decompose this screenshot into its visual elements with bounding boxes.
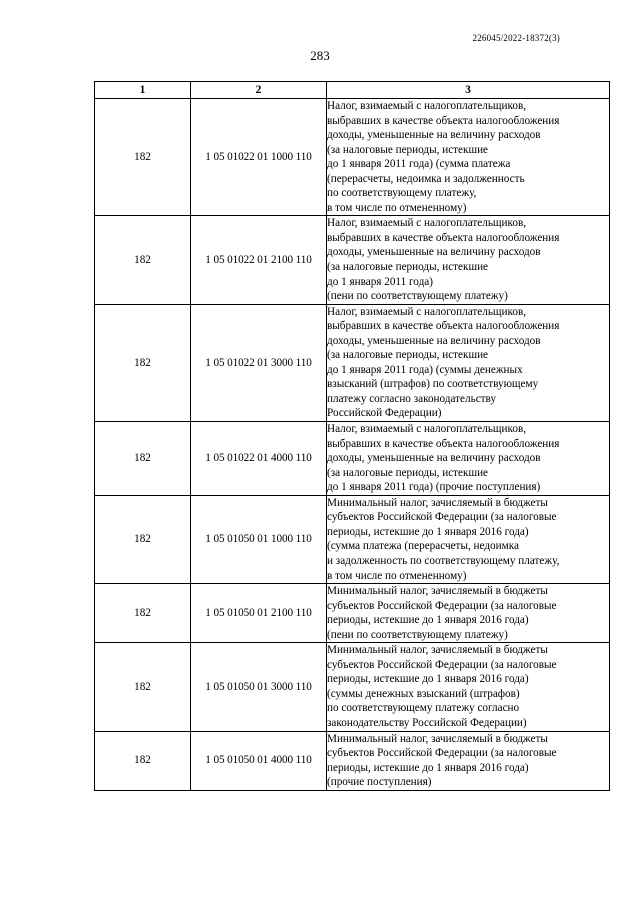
description-line: (прочие поступления)	[327, 776, 432, 789]
description-line: по соответствующему платежу согласно	[327, 702, 520, 715]
description-line: Налог, взимаемый с налогоплательщиков,	[327, 217, 527, 230]
description-line: доходы, уменьшенные на величину расходов	[327, 129, 541, 142]
description-line: (пени по соответствующему платежу)	[327, 628, 508, 641]
budget-codes-table	[94, 81, 610, 791]
description-line: Налог, взимаемый с налогоплательщиков,	[327, 423, 527, 436]
admin-code-cell: 182	[95, 304, 191, 421]
description-cell	[327, 731, 610, 790]
description-cell	[327, 495, 610, 583]
description-line: доходы, уменьшенные на величину расходов	[327, 246, 541, 259]
budget-code-cell: 1 05 01050 01 3000 110	[191, 643, 327, 731]
table-row	[95, 584, 610, 643]
description-line: выбравших в качестве объекта налогообложения	[327, 437, 560, 450]
description-line: (суммы денежных взысканий (штрафов)	[327, 687, 520, 700]
description-line: субъектов Российской Федерации (за налоговые	[327, 747, 557, 760]
budget-code-cell: 1 05 01050 01 2100 110	[191, 584, 327, 643]
description-line: до 1 января 2011 года) (прочие поступления)	[327, 481, 541, 494]
description-line: в том числе по отмененному)	[327, 569, 467, 582]
description-line: платежу согласно законодательству	[327, 392, 497, 405]
description-line: субъектов Российской Федерации (за налоговые	[327, 599, 557, 612]
description-cell	[327, 99, 610, 216]
description-line: (перерасчеты, недоимка и задолженность	[327, 172, 525, 185]
description-line: до 1 января 2011 года) (суммы денежных	[327, 363, 523, 376]
description-line: Российской Федерации)	[327, 407, 442, 420]
description-line: взысканий (штрафов) по соответствующему	[327, 378, 539, 391]
admin-code-cell: 182	[95, 731, 191, 790]
description-line: субъектов Российской Федерации (за налоговые	[327, 511, 557, 524]
description-line: периоды, истекшие до 1 января 2016 года)	[327, 614, 529, 627]
description-cell	[327, 584, 610, 643]
column-header-2: 2	[191, 82, 327, 99]
admin-code-cell: 182	[95, 99, 191, 216]
description-line: и задолженность по соответствующему платежу,	[327, 554, 560, 567]
table-row	[95, 99, 610, 216]
description-line: (за налоговые периоды, истекшие	[327, 349, 489, 362]
table-row	[95, 422, 610, 496]
description-line: выбравших в качестве объекта налогообложения	[327, 114, 560, 127]
budget-code-cell: 1 05 01022 01 2100 110	[191, 216, 327, 304]
description-line: до 1 января 2011 года)	[327, 275, 433, 288]
description-line: Налог, взимаемый с налогоплательщиков,	[327, 305, 527, 318]
budget-code-cell: 1 05 01022 01 1000 110	[191, 99, 327, 216]
table-body	[95, 99, 610, 791]
table-row	[95, 643, 610, 731]
description-line: периоды, истекшие до 1 января 2016 года)	[327, 673, 529, 686]
description-line: до 1 января 2011 года) (сумма платежа	[327, 158, 511, 171]
description-line: (за налоговые периоды, истекшие	[327, 466, 489, 479]
description-cell	[327, 216, 610, 304]
table-row	[95, 304, 610, 421]
table-row	[95, 731, 610, 790]
admin-code-cell: 182	[95, 584, 191, 643]
table-row	[95, 495, 610, 583]
description-line: субъектов Российской Федерации (за налоговые	[327, 658, 557, 671]
description-cell	[327, 422, 610, 496]
description-line: периоды, истекшие до 1 января 2016 года)	[327, 525, 529, 538]
table-row	[95, 216, 610, 304]
budget-code-cell: 1 05 01050 01 1000 110	[191, 495, 327, 583]
description-line: (за налоговые периоды, истекшие	[327, 143, 489, 156]
description-cell	[327, 643, 610, 731]
column-header-3: 3	[327, 82, 610, 99]
description-line: Минимальный налог, зачисляемый в бюджеты	[327, 585, 548, 598]
table-header-row	[95, 82, 610, 99]
page-number: 283	[310, 48, 330, 63]
admin-code-cell: 182	[95, 216, 191, 304]
column-header-1: 1	[95, 82, 191, 99]
budget-code-cell: 1 05 01022 01 4000 110	[191, 422, 327, 496]
description-line: (за налоговые периоды, истекшие	[327, 261, 489, 274]
description-line: выбравших в качестве объекта налогообложения	[327, 231, 560, 244]
description-line: Минимальный налог, зачисляемый в бюджеты	[327, 732, 548, 745]
description-line: Минимальный налог, зачисляемый в бюджеты	[327, 496, 548, 509]
description-line: по соответствующему платежу,	[327, 187, 477, 200]
admin-code-cell: 182	[95, 422, 191, 496]
admin-code-cell: 182	[95, 495, 191, 583]
description-line: Налог, взимаемый с налогоплательщиков,	[327, 100, 527, 112]
description-line: (сумма платежа (перерасчеты, недоимка	[327, 540, 519, 553]
budget-code-cell: 1 05 01022 01 3000 110	[191, 304, 327, 421]
description-line: Минимальный налог, зачисляемый в бюджеты	[327, 644, 548, 657]
description-line: (пени по соответствующему платежу)	[327, 290, 508, 303]
description-line: законодательству Российской Федерации)	[327, 716, 527, 729]
description-line: доходы, уменьшенные на величину расходов	[327, 334, 541, 347]
description-line: периоды, истекшие до 1 января 2016 года)	[327, 761, 529, 774]
description-cell	[327, 304, 610, 421]
description-line: в том числе по отмененному)	[327, 201, 467, 214]
admin-code-cell: 182	[95, 643, 191, 731]
document-id: 226045/2022-18372(3)	[472, 33, 560, 43]
description-line: выбравших в качестве объекта налогообложения	[327, 320, 560, 333]
budget-code-cell: 1 05 01050 01 4000 110	[191, 731, 327, 790]
description-line: доходы, уменьшенные на величину расходов	[327, 452, 541, 465]
